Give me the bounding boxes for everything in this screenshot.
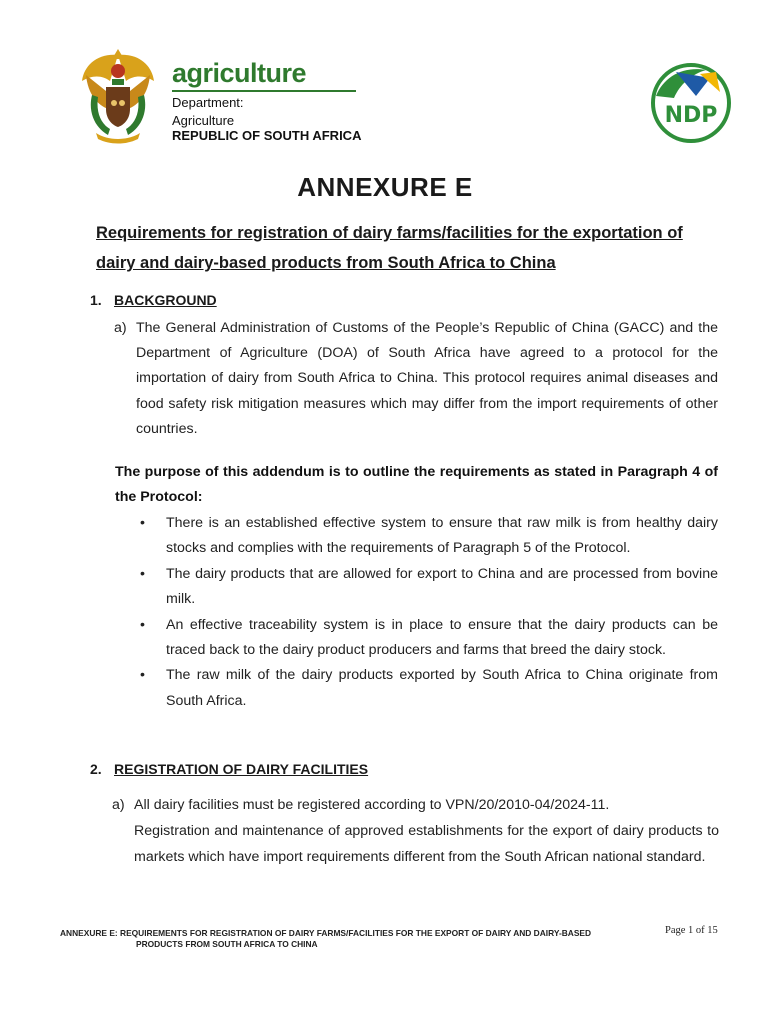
para-a-marker: a): [114, 320, 127, 336]
brand-wordmark: agriculture: [172, 58, 307, 88]
list-item: • The dairy products that are allowed for export to China and are processed from bovine milk.: [140, 562, 718, 613]
bullet-icon: •: [140, 515, 145, 531]
footer-line-2: PRODUCTS FROM SOUTH AFRICA TO CHINA: [136, 939, 318, 949]
list-item: • There is an established effective system to ensure that raw milk is from healthy dairy stocks and complies with the requirements of Paragraph 5 of the Protocol.: [140, 511, 718, 562]
department-brand: [172, 58, 361, 143]
section-2-heading: [90, 761, 368, 777]
ndp-logo-icon: [650, 62, 732, 144]
footer-line-1: ANNEXURE E: REQUIREMENTS FOR REGISTRATION OF DAIRY FARMS/FACILITIES FOR THE EXPORT OF DAIRY AND DAIRY-BASED: [60, 928, 592, 938]
bullet-icon: •: [140, 667, 145, 684]
bullet-icon: •: [140, 616, 145, 633]
page-subtitle: Requirements for registration of dairy farms/facilities for the exportation of dairy and dairy-based products from South Africa to China: [96, 224, 683, 272]
para-a-text: The General Administration of Customs of the People’s Republic of China (GACC) and the Department of Agriculture (DOA) of South Africa have agreed to a protocol for the importation of dairy from South Africa to China. This protocol requires animal diseases and food safety risk mitigation measures which may differ from the import requirements of other countries.: [136, 320, 718, 437]
ndp-logo-text: NDP: [664, 103, 718, 128]
section-1-para-a: [114, 316, 718, 442]
country-name: REPUBLIC OF SOUTH AFRICA: [172, 128, 362, 143]
list-item: • The raw milk of the dairy products exported by South Africa to China originate from South Africa.: [140, 663, 718, 714]
brand-divider: [172, 90, 356, 92]
page-title: ANNEXURE E: [297, 172, 473, 202]
list-item: • An effective traceability system is in place to ensure that the dairy products can be traced back to the dairy product producers and farms that breed the dairy stock.: [140, 613, 718, 664]
bullet-icon: •: [140, 565, 145, 582]
dept-line-1: Department:: [172, 95, 244, 110]
section-2-label: REGISTRATION OF DAIRY FACILITIES: [114, 761, 369, 777]
page-footer: [60, 928, 660, 950]
para-a-rest: Registration and maintenance of approved establishments for the export of dairy products to markets which have import requirements different from the South African national standard.: [134, 823, 719, 865]
para-a-line-1: All dairy facilities must be registered according to VPN/20/2010-04/2024-11.: [134, 797, 610, 813]
section-2-number: 2.: [90, 761, 102, 777]
section-1-label: BACKGROUND: [114, 292, 217, 308]
purpose-statement: The purpose of this addendum is to outline the requirements as stated in Paragraph 4 of the Protocol:: [115, 464, 718, 505]
section-1-heading: [90, 292, 217, 308]
section-2-para-a: [112, 792, 719, 870]
page-number: Page 1 of 15: [665, 925, 718, 936]
coat-of-arms-icon: [78, 45, 158, 145]
requirements-list: [140, 511, 718, 714]
section-1-number: 1.: [90, 292, 102, 308]
para-a-marker: a): [112, 797, 125, 813]
dept-line-2: Agriculture: [172, 113, 235, 128]
